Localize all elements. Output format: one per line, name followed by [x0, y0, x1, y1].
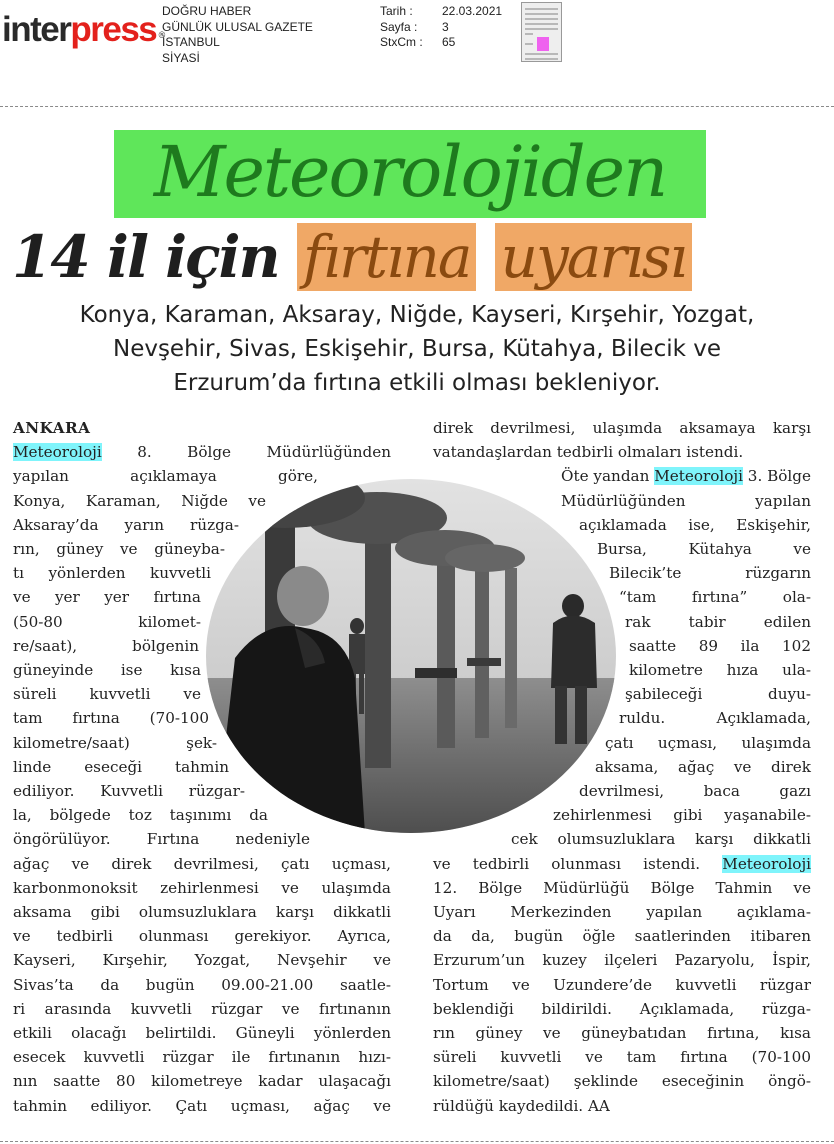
- dateline: ANKARA: [13, 419, 91, 437]
- divider-bottom: [0, 1141, 834, 1142]
- article-location-marker: [537, 37, 549, 51]
- page-value: 3: [442, 19, 449, 34]
- keyword-highlight: Meteoroloji: [13, 443, 102, 462]
- divider-top: [0, 106, 834, 107]
- article-left-column: ANKARA Meteoroloji 8. Bölge Müdürlüğünden yapılan açıklamaya göre, Konya, Karaman, Niğde ve Aksaray’da yarın rüzga- rın, güney ve güneyba- tı yönlerden kuvvetli ve yer yer fırtına (50-80 kilomet- re/saat), bölgenin güneyinde ise kısa süreli kuvvetli ve tam fırtına (70-100 kilometre/saat) şek- linde eseceği tahmin ediliyor. Kuvvetli rüzgar- la, bölgede toz taşınımı da öngörülüyor. Fırtına nedeniyle ağaç ve direk devrilmesi, çatı uçması, karbonmonoksit zehirlenmesi ve ulaşımda aksama gibi olumsuzluklara karşı dikkatli ve tedbirli olunması gerekiyor. Ayrıca, Kayseri, Kırşehir, Yozgat, Nevşehir ve Sivas’ta da bugün 09.00-21.00 saatle- ri arasında kuvvetli rüzgar ve fırtınanın etkili olacağı belirtildi. Güneyli yönlerden esecek kuvvetli rüzgar ile fırtınanın hızı- nın saatte 80 kilometreye kadar ulaşacağı tahmin ediliyor. Çatı uçması, ağaç ve: [13, 416, 391, 1118]
- date-label: Tarih :: [380, 4, 413, 18]
- headline-line2: [12, 222, 812, 294]
- interpress-logo: interpress ®: [2, 10, 166, 49]
- publication-name: DOĞRU HABER: [162, 4, 252, 18]
- stxcm-value: 65: [442, 35, 456, 49]
- clipping-meta: [380, 4, 502, 51]
- publication-city: İSTANBUL: [162, 35, 220, 49]
- publication-info: [162, 4, 313, 66]
- headline-line1: Meteorolojiden: [114, 130, 706, 218]
- people-in-wind-park-photo: [205, 478, 617, 834]
- page-thumbnail[interactable]: [521, 2, 562, 62]
- page-label: Sayfa :: [380, 19, 418, 34]
- keyword-highlight: Meteoroloji: [722, 854, 812, 873]
- article-right-column: direk devrilmesi, ulaşımda aksamaya karşı vatandaşlardan tedbirli olmaları istendi. Öte yandan Meteoroloji 3. Bölge Müdürlüğünden yapılan açıklamada ise, Eskişehir, Bursa, Kütahya ve Bilecik’te rüzgarın “tam fırtına” ola- rak tabir edilen saatte 89 ila 102 kilometre hıza ula- şabileceği duyu- ruldu. Açıklamada, çatı uçması, ulaşımda aksama, ağaç ve direk devrilmesi, baca gazı zehirlenmesi gibi yaşanabile- cek olumsuzluklara karşı dikkatli ve tedbirli olunması istendi. Meteoroloji 12. Bölge Müdürlüğü Bölge Tahmin ve Uyarı Merkezinden yapılan açıklama- da da, bugün öğle saatlerinden itibaren Erzurum’un kuzey ilçeleri Pazaryolu, İspir, Tortum ve Uzundere’de kuvvetli rüzgar beklendiği bildirildi. Açıklamada, rüzga- rın güney ve güneybatıdan fırtına, kısa süreli kuvvetli ve tam fırtına (70-100 kilometre/saat) şeklinde eseceğinin öngö- rüldüğü kaydedildi. AA: [433, 419, 812, 1115]
- subheadline: Konya, Karaman, Aksaray, Niğde, Kayseri, Kırşehir, Yozgat, Nevşehir, Sivas, Eskişehir, Bursa, Kütahya, Bilecik ve Erzurum’da fırtına etkili olması bekleniyor.: [79, 302, 755, 396]
- publication-category: SİYASİ: [162, 50, 200, 65]
- date-value: 22.03.2021: [442, 4, 503, 18]
- headline-highlight-2: uyarısı: [495, 223, 692, 291]
- headline-highlight-1: fırtına: [297, 223, 477, 291]
- headline-plain: 14 il için: [12, 223, 279, 291]
- keyword-highlight: Meteoroloji: [654, 467, 743, 486]
- publication-type: GÜNLÜK ULUSAL GAZETE: [162, 19, 313, 34]
- stxcm-label: StxCm :: [380, 35, 423, 49]
